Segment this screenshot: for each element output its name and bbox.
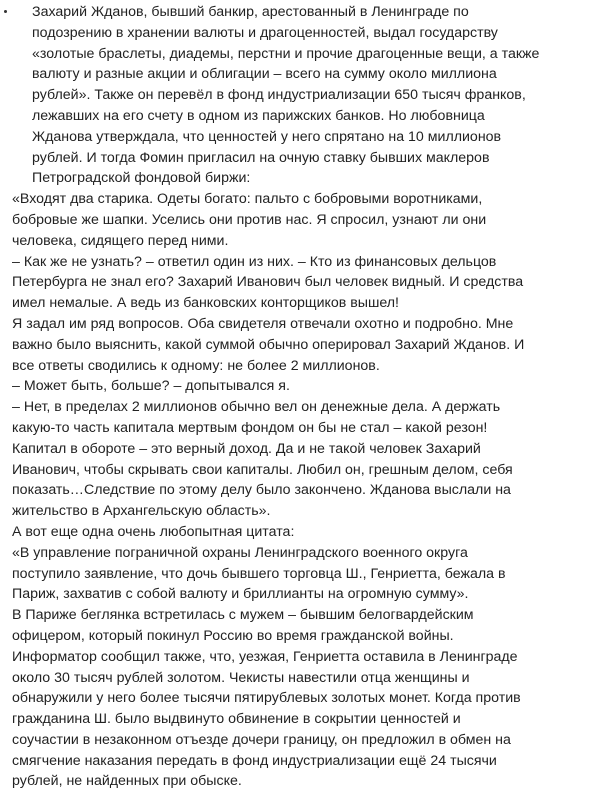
article-line-text: Капитал в обороте – это верный доход. Да и не такой человек Захарий <box>12 440 481 457</box>
article-line-text: – Нет, в пределах 2 миллионов обычно вел он денежные дела. А держать <box>12 399 501 416</box>
article-line-text: поступило заявление, что дочь бывшего торговца Ш., Генриетта, бежала в <box>12 565 506 582</box>
article-line-text: лежавших на его счету в одном из парижских банков. Но любовница <box>32 107 485 124</box>
article-line-text: – Может быть, больше? – допытывался я. <box>12 378 290 395</box>
article-line-text: В Париже беглянка встретилась с мужем – бывшим белогвардейским <box>12 607 474 624</box>
article-line-text: Захарий Жданов, бывший банкир, арестованный в Ленинграде по <box>32 4 469 20</box>
article-line-text: около 30 тысяч рублей золотом. Чекисты навестили отца женщины и <box>12 669 470 686</box>
article-line-text: офицером, который покинул Россию во время гражданской войны. <box>12 627 454 644</box>
article-line <box>12 148 604 169</box>
article-line <box>12 189 604 210</box>
article-line-text: все ответы сводились к одному: не более 2 миллионов. <box>12 357 380 374</box>
article-line <box>12 605 604 626</box>
article-line-text: гражданина Ш. было выдвинуто обвинение в сокрытии ценностей и <box>12 711 461 728</box>
article-line <box>12 168 604 189</box>
article-line <box>12 668 604 689</box>
article-line <box>12 293 604 314</box>
article-line-text: Информатор сообщил также, что, уезжая, Генриетта оставила в Ленинграде <box>12 648 518 665</box>
article-line-text: «Входят два старика. Одеты богато: пальто с бобровыми воротниками, <box>12 191 483 208</box>
article-line <box>12 730 604 751</box>
article-line <box>12 210 604 231</box>
article-line-text: соучастии в незаконном отъезде дочери границу, он предложил в обмен на <box>12 731 511 748</box>
article-line <box>12 647 604 668</box>
article-line <box>12 356 604 377</box>
article-line <box>12 501 604 522</box>
article-line-text: подозрению в хранении валюты и драгоценностей, выдал государству <box>32 24 498 41</box>
bullet-dot-icon <box>4 10 7 13</box>
article-line-text: – Как же не узнать? – ответил один из них. – Кто из финансовых дельцов <box>12 253 497 270</box>
article-line <box>12 543 604 564</box>
article-line-text: Петербурга не знал его? Захарий Иванович был человек видный. И средства <box>12 274 524 291</box>
article-line-text: бобровые же шапки. Уселись они против нас. Я спросил, узнают ли они <box>12 211 487 228</box>
article-line <box>12 564 604 585</box>
article-line <box>12 771 604 792</box>
article-line-text: Петроградской фондовой биржи: <box>32 170 251 187</box>
article-line-text: рублей. И тогда Фомин пригласил на очную ставку бывших маклеров <box>32 149 490 166</box>
article-line <box>12 252 604 273</box>
article-line <box>12 418 604 439</box>
article-line <box>12 397 604 418</box>
article-line-text: смягчение наказания передать в фонд индустриализации ещё 24 тысячи <box>12 752 497 769</box>
article-line-text: Париж, захватив с собой валюту и бриллианты на огромную сумму». <box>12 586 469 603</box>
article-line <box>12 688 604 709</box>
article-line-text: «золотые браслеты, диадемы, перстни и прочие драгоценные вещи, а также <box>32 45 540 62</box>
article-line <box>12 44 604 65</box>
article-line <box>12 480 604 501</box>
article-line-text: жительство в Архангельскую область». <box>12 503 271 520</box>
article-line-text: имел немалые. А ведь из банковских конторщиков вышел! <box>12 295 400 312</box>
article-line-text: какую-то часть капитала мертвым фондом он бы не стал – какой резон! <box>12 419 488 436</box>
article-line-text: показать…Следствие по этому делу было закончено. Жданова выслали на <box>12 482 511 499</box>
article-line-text: «В управление пограничной охраны Ленинградского военного округа <box>12 544 468 561</box>
article-line-text: Жданова утверждала, что ценностей у него спрятано на 10 миллионов <box>32 128 502 145</box>
article-line <box>12 751 604 772</box>
article-line <box>12 106 604 127</box>
article-line-text: рублей». Также он перевёл в фонд индустриализации 650 тысяч франков, <box>32 87 526 104</box>
article-line <box>12 460 604 481</box>
article-line <box>12 127 604 148</box>
article-line <box>12 231 604 252</box>
article-line <box>12 584 604 605</box>
article-line <box>12 2 604 23</box>
article-line-text: Иванович, чтобы скрывать свои капиталы. Любил он, грешным делом, себя <box>12 461 513 478</box>
article-line-text: валюту и разные акции и облигации – всего на сумму около миллиона <box>32 66 497 83</box>
article-line-text: важно было выяснить, какой суммой обычно оперировал Захарий Жданов. И <box>12 336 525 353</box>
article-line <box>12 85 604 106</box>
article-line <box>12 64 604 85</box>
article-line-text: Я задал им ряд вопросов. Оба свидетеля отвечали охотно и подробно. Мне <box>12 315 514 332</box>
article-line <box>12 439 604 460</box>
article-line <box>12 272 604 293</box>
article-line <box>12 314 604 335</box>
article-line <box>12 522 604 543</box>
article-line <box>12 23 604 44</box>
article-line <box>12 709 604 730</box>
article-line <box>12 376 604 397</box>
article-line-text: рублей, не найденных при обыске. <box>12 773 242 790</box>
article-line-text: человека, сидящего перед ними. <box>12 232 229 249</box>
article-line <box>12 335 604 356</box>
article-line <box>12 626 604 647</box>
article-line-text: обнаружили у него более тысячи пятирублевых золотых монет. Когда против <box>12 690 521 707</box>
article-line-text: А вот еще одна очень любопытная цитата: <box>12 523 295 540</box>
